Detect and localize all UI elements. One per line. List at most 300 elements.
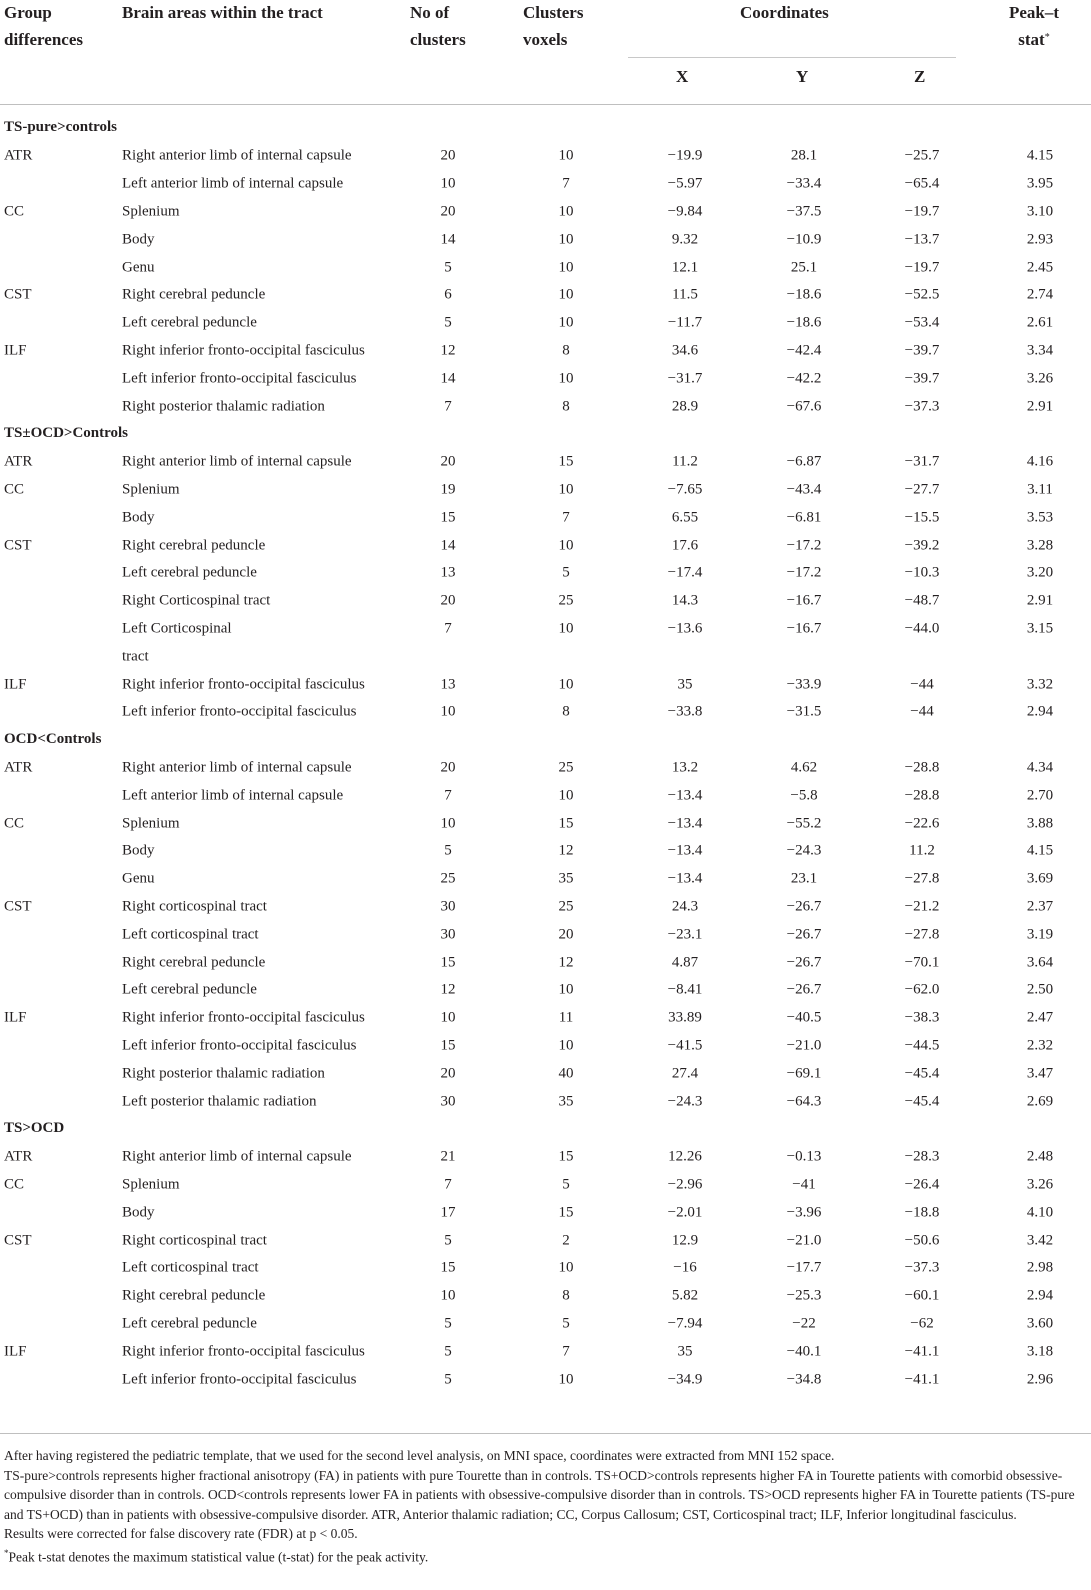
clusters-cell: 12 — [440, 981, 456, 998]
brain-area-cell: Right cerebral peduncle — [122, 954, 266, 970]
table-row — [0, 504, 1091, 531]
voxels-cell: 35 — [558, 870, 574, 887]
coord-z-cell: −18.8 — [904, 1204, 940, 1221]
tract-cell: CST — [4, 537, 32, 553]
peak-t-cell: 3.95 — [1026, 175, 1054, 192]
clusters-cell: 6 — [444, 286, 452, 303]
coord-y-cell: −18.6 — [786, 286, 822, 303]
voxels-cell: 10 — [558, 981, 574, 998]
coord-z-cell: −62.0 — [904, 981, 940, 998]
coord-y-cell: −5.8 — [790, 787, 818, 804]
table-row — [0, 198, 1091, 225]
brain-area-cell: Left inferior fronto-occipital fasciculus — [122, 1371, 357, 1387]
table-row — [0, 810, 1091, 837]
tract-cell: ILF — [4, 342, 27, 359]
brain-area-cell: Body — [122, 231, 155, 248]
brain-area-cell: Left inferior fronto-occipital fasciculus — [122, 370, 357, 387]
clusters-cell: 20 — [440, 759, 456, 776]
coord-x-cell: 34.6 — [671, 342, 699, 359]
tract-cell: ILF — [4, 1343, 27, 1360]
voxels-cell: 25 — [558, 592, 574, 609]
header-group: Group differences — [4, 3, 83, 49]
table-row — [0, 921, 1091, 948]
brain-area-cell: Left anterior limb of internal capsule — [122, 787, 344, 804]
voxels-cell: 5 — [562, 1176, 570, 1193]
coord-x-cell: −13.6 — [667, 620, 703, 637]
tract-cell: CC — [4, 481, 25, 498]
brain-area-cell: Right anterior limb of internal capsule — [122, 453, 352, 470]
footnote-fdr: Results were corrected for false discovery rate (FDR) at p < 0.05. — [4, 1526, 358, 1541]
coord-z-cell: −26.4 — [904, 1176, 940, 1193]
coord-z-cell: −60.1 — [904, 1287, 940, 1304]
coord-y-cell: −26.7 — [786, 954, 822, 970]
coord-y-cell: 23.1 — [790, 870, 818, 887]
brain-area-cell: Left cerebral peduncle — [122, 564, 257, 581]
coord-z-cell: −45.4 — [904, 1093, 940, 1109]
voxels-cell: 15 — [558, 1204, 574, 1221]
coord-y-cell: −42.2 — [786, 370, 822, 387]
peak-t-cell: 2.69 — [1026, 1093, 1054, 1109]
coord-x-cell: 11.5 — [672, 286, 698, 303]
coord-x-cell: −13.4 — [667, 815, 703, 831]
table-row — [0, 226, 1091, 253]
peak-t-cell: 3.18 — [1026, 1343, 1054, 1360]
brain-area-cell: Left posterior thalamic radiation — [122, 1093, 317, 1109]
coord-y-cell: −67.6 — [786, 398, 822, 414]
tract-cell: ATR — [4, 1148, 33, 1165]
coord-z-cell: −53.4 — [904, 314, 940, 331]
peak-t-cell: 2.48 — [1026, 1148, 1054, 1165]
brain-area-cell: Left cerebral peduncle — [122, 981, 257, 998]
voxels-cell: 5 — [562, 564, 570, 581]
coord-z-cell: −31.7 — [904, 453, 940, 470]
tract-cell: CST — [4, 1232, 32, 1248]
table-bottom-rule — [0, 1433, 1091, 1434]
tract-cell: CST — [4, 898, 32, 915]
tract-cell: CC — [4, 203, 25, 220]
peak-t-cell: 4.16 — [1026, 453, 1054, 470]
voxels-cell: 10 — [558, 620, 574, 637]
coord-x-cell: −7.65 — [667, 481, 703, 498]
coord-y-cell: −22 — [792, 1315, 816, 1332]
peak-t-cell: 3.32 — [1026, 676, 1054, 692]
coord-x-cell: 14.3 — [671, 592, 699, 609]
coord-x-cell: −2.01 — [667, 1204, 703, 1221]
table-row — [0, 643, 1091, 670]
table-row — [0, 838, 1091, 865]
table-row — [0, 1060, 1091, 1087]
coordinates-underline — [628, 57, 956, 58]
coord-z-cell: −44.0 — [904, 620, 940, 637]
clusters-cell: 5 — [444, 1343, 452, 1360]
peak-t-cell: 3.88 — [1026, 815, 1054, 831]
coord-x-cell: −19.9 — [667, 147, 703, 164]
table-row — [0, 310, 1091, 337]
peak-t-cell: 3.47 — [1026, 1065, 1054, 1082]
coord-y-cell: −41 — [792, 1176, 816, 1193]
clusters-cell: 14 — [440, 537, 456, 553]
clusters-cell: 5 — [444, 314, 452, 331]
header-peak-t-stat: Peak–t stat* — [1008, 3, 1060, 49]
brain-area-cell: Right inferior fronto-occipital fasciculus — [122, 342, 365, 359]
voxels-cell: 10 — [558, 370, 574, 387]
tract-cell: ATR — [4, 759, 33, 776]
coord-z-cell: −39.7 — [904, 342, 940, 359]
brain-area-cell: Right cerebral peduncle — [122, 1287, 266, 1304]
voxels-cell: 10 — [558, 1259, 574, 1276]
coord-x-cell: −8.41 — [667, 981, 703, 998]
voxels-cell: 40 — [558, 1065, 574, 1082]
table-row — [0, 671, 1091, 698]
clusters-cell: 13 — [440, 676, 456, 692]
table-row — [0, 449, 1091, 476]
coord-x-cell: 4.87 — [671, 954, 699, 970]
table-row — [0, 1255, 1091, 1282]
coord-y-cell: −17.7 — [786, 1259, 822, 1276]
clusters-cell: 5 — [444, 1315, 452, 1332]
table-row — [0, 1171, 1091, 1198]
coord-x-cell: −13.4 — [667, 842, 703, 859]
table-row — [0, 588, 1091, 615]
table-row — [0, 754, 1091, 781]
voxels-cell: 8 — [562, 398, 570, 414]
coord-x-cell: 12.26 — [668, 1148, 702, 1165]
clusters-cell: 10 — [440, 815, 456, 831]
coord-x-cell: −9.84 — [667, 203, 703, 220]
coord-x-cell: 35 — [677, 1343, 693, 1360]
brain-area-cell: Body — [122, 509, 155, 526]
table-row — [0, 866, 1091, 893]
voxels-cell: 10 — [558, 1371, 574, 1387]
peak-t-cell: 4.34 — [1026, 759, 1054, 776]
coord-x-cell: −34.9 — [667, 1371, 703, 1387]
brain-area-cell: Splenium — [122, 1176, 180, 1193]
clusters-cell: 10 — [440, 1009, 456, 1026]
brain-area-cell: Right cerebral peduncle — [122, 286, 266, 303]
coord-x-cell: 12.9 — [671, 1232, 699, 1248]
brain-area-cell: Left Corticospinal — [122, 620, 232, 637]
clusters-cell: 10 — [440, 1287, 456, 1304]
voxels-cell: 7 — [562, 509, 570, 526]
voxels-cell: 15 — [558, 815, 574, 831]
coord-y-cell: −25.3 — [786, 1287, 822, 1304]
peak-t-cell: 2.98 — [1026, 1259, 1054, 1276]
coord-x-cell: 17.6 — [671, 537, 699, 553]
tract-cell: ATR — [4, 147, 33, 164]
peak-t-cell: 3.42 — [1026, 1232, 1054, 1248]
clusters-cell: 13 — [440, 564, 456, 581]
clusters-cell: 30 — [440, 926, 456, 943]
voxels-cell: 10 — [558, 787, 574, 804]
brain-area-cell: Body — [122, 1204, 155, 1221]
table-row — [0, 560, 1091, 587]
clusters-cell: 7 — [444, 398, 452, 414]
coord-z-cell: −28.8 — [904, 759, 940, 776]
table-row — [0, 1227, 1091, 1254]
table-row — [0, 977, 1091, 1004]
voxels-cell: 25 — [558, 898, 574, 915]
coord-z-cell: −19.7 — [904, 203, 940, 220]
coord-z-cell: −27.7 — [904, 481, 940, 498]
peak-t-cell: 3.64 — [1026, 954, 1054, 970]
brain-area-cell: tract — [122, 648, 149, 665]
header-coordinates: Coordinates — [740, 3, 829, 22]
header-rule — [0, 104, 1091, 105]
clusters-cell: 14 — [440, 370, 456, 387]
coord-z-cell: −27.8 — [904, 870, 940, 887]
table-row — [0, 1283, 1091, 1310]
voxels-cell: 10 — [558, 203, 574, 220]
coord-y-cell: −0.13 — [786, 1148, 822, 1165]
table-row — [0, 893, 1091, 920]
clusters-cell: 5 — [444, 1371, 452, 1387]
voxels-cell: 10 — [558, 481, 574, 498]
voxels-cell: 25 — [558, 759, 574, 776]
table-row — [0, 532, 1091, 559]
table-row — [0, 1088, 1091, 1115]
coord-x-cell: −33.8 — [667, 703, 703, 720]
coord-y-cell: −55.2 — [786, 815, 822, 831]
coord-x-cell: −13.4 — [667, 787, 703, 804]
clusters-cell: 15 — [440, 954, 456, 970]
coord-z-cell: −44.5 — [904, 1037, 940, 1054]
peak-t-cell: 2.93 — [1026, 231, 1054, 248]
clusters-cell: 20 — [440, 453, 456, 470]
clusters-cell: 10 — [440, 703, 456, 720]
header-z: Z — [914, 67, 926, 86]
coord-x-cell: −23.1 — [667, 926, 703, 943]
coord-y-cell: −24.3 — [786, 842, 822, 859]
coord-y-cell: 28.1 — [790, 147, 818, 164]
peak-t-cell: 2.47 — [1026, 1009, 1054, 1026]
clusters-cell: 25 — [440, 870, 456, 887]
table-row — [0, 282, 1091, 309]
peak-t-cell: 2.91 — [1026, 592, 1054, 609]
peak-t-cell: 2.94 — [1026, 703, 1054, 720]
voxels-cell: 12 — [558, 842, 574, 859]
peak-t-cell: 3.26 — [1026, 370, 1054, 387]
coord-x-cell: 27.4 — [671, 1065, 699, 1082]
coord-z-cell: −22.6 — [904, 815, 940, 831]
voxels-cell: 7 — [562, 175, 570, 192]
coord-y-cell: −37.5 — [786, 203, 822, 220]
clusters-cell: 21 — [440, 1148, 456, 1165]
table-row — [0, 699, 1091, 726]
coord-y-cell: −17.2 — [786, 564, 822, 581]
coord-x-cell: −13.4 — [667, 870, 703, 887]
header-y: Y — [796, 67, 809, 86]
coord-z-cell: −39.7 — [904, 370, 940, 387]
header-x: X — [676, 67, 689, 86]
coord-z-cell: −65.4 — [904, 175, 940, 192]
clusters-cell: 20 — [440, 147, 456, 164]
brain-area-cell: Right corticospinal tract — [122, 1232, 267, 1248]
voxels-cell: 8 — [562, 1287, 570, 1304]
clusters-cell: 7 — [444, 787, 452, 804]
group-heading: TS-pure>controls — [4, 119, 118, 135]
clusters-cell: 30 — [440, 898, 456, 915]
coord-z-cell: −48.7 — [904, 592, 940, 609]
peak-t-cell: 3.11 — [1027, 481, 1053, 498]
header-no-of-clusters: No of clusters — [410, 3, 466, 49]
coord-z-cell: −62 — [910, 1315, 934, 1332]
clusters-cell: 17 — [440, 1204, 456, 1221]
coord-x-cell: 33.89 — [668, 1009, 702, 1026]
voxels-cell: 5 — [562, 1315, 570, 1332]
coord-x-cell: −16 — [673, 1259, 697, 1276]
table-row — [0, 782, 1091, 809]
coord-x-cell: 35 — [677, 676, 693, 692]
peak-t-cell: 3.19 — [1026, 926, 1054, 943]
clusters-cell: 15 — [440, 1037, 456, 1054]
peak-t-cell: 3.34 — [1026, 342, 1054, 359]
brain-area-cell: Left inferior fronto-occipital fasciculus — [122, 1037, 357, 1054]
coord-y-cell: −16.7 — [786, 620, 822, 637]
clusters-cell: 30 — [440, 1093, 456, 1109]
table-row — [0, 1366, 1091, 1393]
peak-t-cell: 2.94 — [1026, 1287, 1054, 1304]
table-row — [0, 1032, 1091, 1059]
coord-z-cell: −21.2 — [904, 898, 940, 915]
voxels-cell: 10 — [558, 314, 574, 331]
coord-y-cell: −40.5 — [786, 1009, 822, 1026]
clusters-cell: 5 — [444, 259, 452, 275]
peak-t-cell: 4.15 — [1026, 147, 1054, 164]
header-brain-areas: Brain areas within the tract — [122, 3, 323, 22]
group-heading: OCD<Controls — [4, 730, 102, 747]
coord-x-cell: −5.97 — [667, 175, 703, 192]
coord-y-cell: −42.4 — [786, 342, 822, 359]
voxels-cell: 10 — [558, 1037, 574, 1054]
coord-y-cell: −69.1 — [786, 1065, 822, 1082]
table-row — [0, 1338, 1091, 1365]
voxels-cell: 8 — [562, 342, 570, 359]
peak-t-cell: 2.96 — [1026, 1371, 1054, 1387]
clusters-cell: 15 — [440, 509, 456, 526]
peak-t-cell: 2.61 — [1026, 314, 1054, 331]
footnote-mni: After having registered the pediatric template, that we used for the second level analysis, on MNI space, coordinates were extracted from MNI 152 space. — [4, 1448, 835, 1463]
tract-cell: ATR — [4, 453, 33, 470]
peak-t-cell: 2.74 — [1026, 286, 1054, 303]
tract-cell: ILF — [4, 676, 27, 692]
coord-y-cell: −6.87 — [786, 453, 822, 470]
coord-z-cell: −39.2 — [904, 537, 940, 553]
clusters-cell: 10 — [440, 175, 456, 192]
coord-z-cell: −25.7 — [904, 147, 940, 164]
table-row — [0, 1005, 1091, 1032]
table-row — [0, 949, 1091, 976]
voxels-cell: 15 — [558, 1148, 574, 1165]
coord-z-cell: −44 — [910, 676, 934, 692]
voxels-cell: 7 — [562, 1343, 570, 1360]
coord-y-cell: −10.9 — [786, 231, 822, 248]
coord-y-cell: −21.0 — [786, 1232, 822, 1248]
coord-y-cell: −26.7 — [786, 926, 822, 943]
coord-x-cell: −11.7 — [667, 314, 703, 331]
brain-area-cell: Right inferior fronto-occipital fasciculus — [122, 1343, 365, 1360]
coord-x-cell: 6.55 — [671, 509, 699, 526]
brain-area-cell: Right cerebral peduncle — [122, 537, 266, 553]
brain-area-cell: Left corticospinal tract — [122, 1259, 259, 1276]
brain-area-cell: Right inferior fronto-occipital fasciculus — [122, 676, 365, 692]
clusters-cell: 20 — [440, 1065, 456, 1082]
coord-x-cell: 12.1 — [671, 259, 699, 275]
voxels-cell: 10 — [558, 259, 574, 275]
voxels-cell: 10 — [558, 676, 574, 692]
voxels-cell: 8 — [562, 703, 570, 720]
coord-x-cell: −2.96 — [667, 1176, 703, 1193]
coord-x-cell: 5.82 — [671, 1287, 699, 1304]
coord-y-cell: −26.7 — [786, 898, 822, 915]
peak-t-cell: 2.32 — [1026, 1037, 1054, 1054]
tract-cell: CC — [4, 1176, 25, 1193]
coord-y-cell: −34.8 — [786, 1371, 822, 1387]
table-row — [0, 393, 1091, 420]
coord-y-cell: −3.96 — [786, 1204, 822, 1221]
coord-y-cell: 4.62 — [790, 759, 818, 776]
brain-area-cell: Right posterior thalamic radiation — [122, 1065, 325, 1082]
peak-t-cell: 2.50 — [1026, 981, 1054, 998]
brain-area-cell: Right Corticospinal tract — [122, 592, 271, 609]
brain-area-cell: Splenium — [122, 815, 180, 831]
group-heading: TS±OCD>Controls — [4, 424, 129, 441]
voxels-cell: 11 — [558, 1009, 574, 1026]
peak-t-cell: 2.91 — [1026, 398, 1054, 414]
brain-area-cell: Right corticospinal tract — [122, 898, 267, 915]
peak-t-cell: 3.26 — [1026, 1176, 1054, 1193]
coord-z-cell: −38.3 — [904, 1009, 940, 1026]
coord-y-cell: −26.7 — [786, 981, 822, 998]
table-footnotes — [4, 1446, 1089, 1567]
coord-x-cell: −7.94 — [667, 1315, 703, 1332]
clusters-cell: 20 — [440, 592, 456, 609]
coord-z-cell: −28.3 — [904, 1148, 940, 1165]
brain-area-cell: Right anterior limb of internal capsule — [122, 147, 352, 164]
brain-area-cell: Splenium — [122, 481, 180, 498]
coord-y-cell: −16.7 — [786, 592, 822, 609]
peak-t-cell: 3.15 — [1026, 620, 1054, 637]
coord-z-cell: −15.5 — [904, 509, 940, 526]
brain-area-cell: Right anterior limb of internal capsule — [122, 1148, 352, 1165]
brain-area-cell: Right anterior limb of internal capsule — [122, 759, 352, 776]
table-row — [0, 476, 1091, 503]
brain-area-cell: Left inferior fronto-occipital fasciculus — [122, 703, 357, 720]
coord-z-cell: −44 — [910, 703, 934, 720]
coord-z-cell: −41.1 — [904, 1371, 940, 1387]
coord-y-cell: −40.1 — [786, 1343, 822, 1360]
coord-x-cell: −17.4 — [667, 564, 703, 581]
brain-area-cell: Left anterior limb of internal capsule — [122, 175, 344, 192]
tract-cell: CC — [4, 815, 25, 831]
brain-area-cell: Splenium — [122, 203, 180, 220]
brain-area-cell: Right posterior thalamic radiation — [122, 398, 325, 414]
coord-y-cell: −18.6 — [786, 314, 822, 331]
voxels-cell: 15 — [558, 453, 574, 470]
coord-z-cell: −13.7 — [904, 231, 940, 248]
voxels-cell: 35 — [558, 1093, 574, 1109]
coord-z-cell: −28.8 — [904, 787, 940, 804]
coord-y-cell: −21.0 — [786, 1037, 822, 1054]
coord-z-cell: −19.7 — [904, 259, 940, 275]
clusters-cell: 5 — [444, 1232, 452, 1248]
coord-x-cell: 24.3 — [671, 898, 699, 915]
coord-z-cell: −52.5 — [904, 286, 940, 303]
peak-t-cell: 3.10 — [1026, 203, 1054, 220]
coord-y-cell: 25.1 — [790, 259, 818, 275]
clusters-cell: 19 — [440, 481, 456, 498]
brain-area-cell: Genu — [122, 870, 155, 887]
coord-y-cell: −6.81 — [786, 509, 822, 526]
